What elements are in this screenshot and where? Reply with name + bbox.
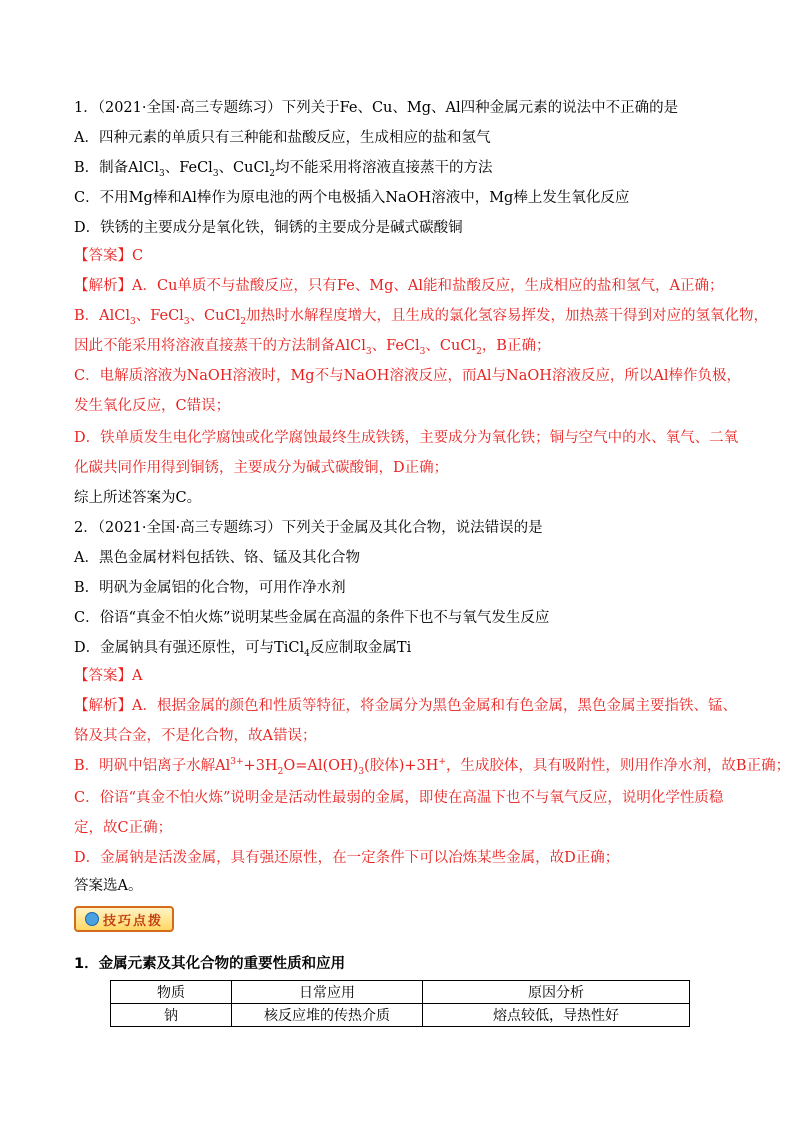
table-header-cell: 物质 [111, 981, 232, 1004]
table-cell: 熔点较低，导热性好 [423, 1004, 690, 1027]
q1-option-a: A．四种元素的单质只有三种能和盐酸反应，生成相应的盐和氢气 [74, 130, 491, 146]
q2-stem: 2．（2021·全国·高三专题练习）下列关于金属及其化合物，说法错误的是 [74, 520, 543, 536]
table-header-cell: 原因分析 [423, 981, 690, 1004]
magnifier-icon [85, 912, 99, 926]
q2-summary: 答案选A。 [74, 878, 143, 894]
table-cell: 钠 [111, 1004, 232, 1027]
q1-option-b: B．制备AlCl$_3$、FeCl$_3$、CuCl$_2$均不能采用将溶液直接蒸干的方法 [74, 160, 493, 179]
q2-option-d: D．金属钠具有强还原性，可与TiCl$_4$反应制取金属Ti [74, 640, 412, 659]
q1-summary: 综上所述答案为C。 [74, 490, 202, 506]
q2-explanation-line: 【解析】A．根据金属的颜色和性质等特征，将金属分为黑色金属和有色金属，黑色金属主要指铁、锰、 [74, 698, 737, 714]
q1-option-c: C．不用Mg棒和Al棒作为原电池的两个电极插入NaOH溶液中，Mg棒上发生氧化反应 [74, 190, 630, 206]
table-row [111, 1004, 690, 1027]
properties-table [110, 980, 690, 1027]
q2-explanation-line: C．俗语“真金不怕火炼”说明金是活动性最弱的金属，即使在高温下也不与氧气反应，说明化学性质稳 [74, 790, 724, 806]
q2-option-b: B．明矾为金属铝的化合物，可用作净水剂 [74, 580, 346, 596]
q1-explanation-line: D．铁单质发生电化学腐蚀或化学腐蚀最终生成铁锈，主要成分为氧化铁；铜与空气中的水、氧气、二氧 [74, 430, 739, 446]
q2-answer: 【答案】A [74, 668, 143, 684]
q2-explanation-line: 定，故C正确； [74, 820, 173, 836]
q1-stem: 1．（2021·全国·高三专题练习）下列关于Fe、Cu、Mg、Al四种金属元素的说法中不正确的是 [74, 100, 679, 116]
q1-explanation-line: 发生氧化反应，C错误； [74, 398, 231, 414]
q1-explanation-line: 因此不能采用将溶液直接蒸干的方法制备AlCl$_3$、FeCl$_3$、CuCl$_2$，B正确； [74, 338, 551, 357]
table-header-cell: 日常应用 [232, 981, 423, 1004]
q1-explanation-line: 化碳共同作用得到铜锈，主要成分为碱式碳酸铜，D正确； [74, 460, 449, 476]
q1-explanation-line: B．AlCl$_3$、FeCl$_3$、CuCl$_2$加热时水解程度增大，且生成的氯化氢容易挥发，加热蒸干得到对应的氢氧化物， [74, 308, 768, 327]
q1-answer: 【答案】C [74, 248, 144, 264]
tip-badge-label: 技巧点拨 [102, 913, 163, 929]
q2-explanation-line: D．金属钠是活泼金属，具有强还原性，在一定条件下可以冶炼某些金属，故D正确； [74, 850, 620, 866]
q1-explanation-line: C．电解质溶液为NaOH溶液时，Mg不与NaOH溶液反应，而Al与NaOH溶液反应，所以Al棒作负极， [74, 368, 742, 384]
table-cell: 核反应堆的传热介质 [232, 1004, 423, 1027]
q1-explanation-line: 【解析】A．Cu单质不与盐酸反应，只有Fe、Mg、Al能和盐酸反应，生成相应的盐和氢气，A正确； [74, 278, 724, 294]
q2-explanation-line: 铬及其合金，不是化合物，故A错误； [74, 728, 317, 744]
table-header-row [111, 981, 690, 1004]
section-heading: 1．金属元素及其化合物的重要性质和应用 [74, 956, 346, 972]
q2-option-c: C．俗语“真金不怕火炼”说明某些金属在高温的条件下也不与氧气发生反应 [74, 610, 550, 626]
tip-badge [74, 906, 174, 932]
q2-option-a: A．黑色金属材料包括铁、铬、锰及其化合物 [74, 550, 360, 566]
q2-explanation-line: B．明矾中铝离子水解$Al^{3+}+3H_2O=Al(OH)_3$(胶体)+3H+，生成胶体，具有吸附性，则用作净水剂，故B正确； [74, 757, 791, 777]
q1-option-d: D．铁锈的主要成分是氧化铁，铜锈的主要成分是碱式碳酸铜 [74, 220, 463, 236]
